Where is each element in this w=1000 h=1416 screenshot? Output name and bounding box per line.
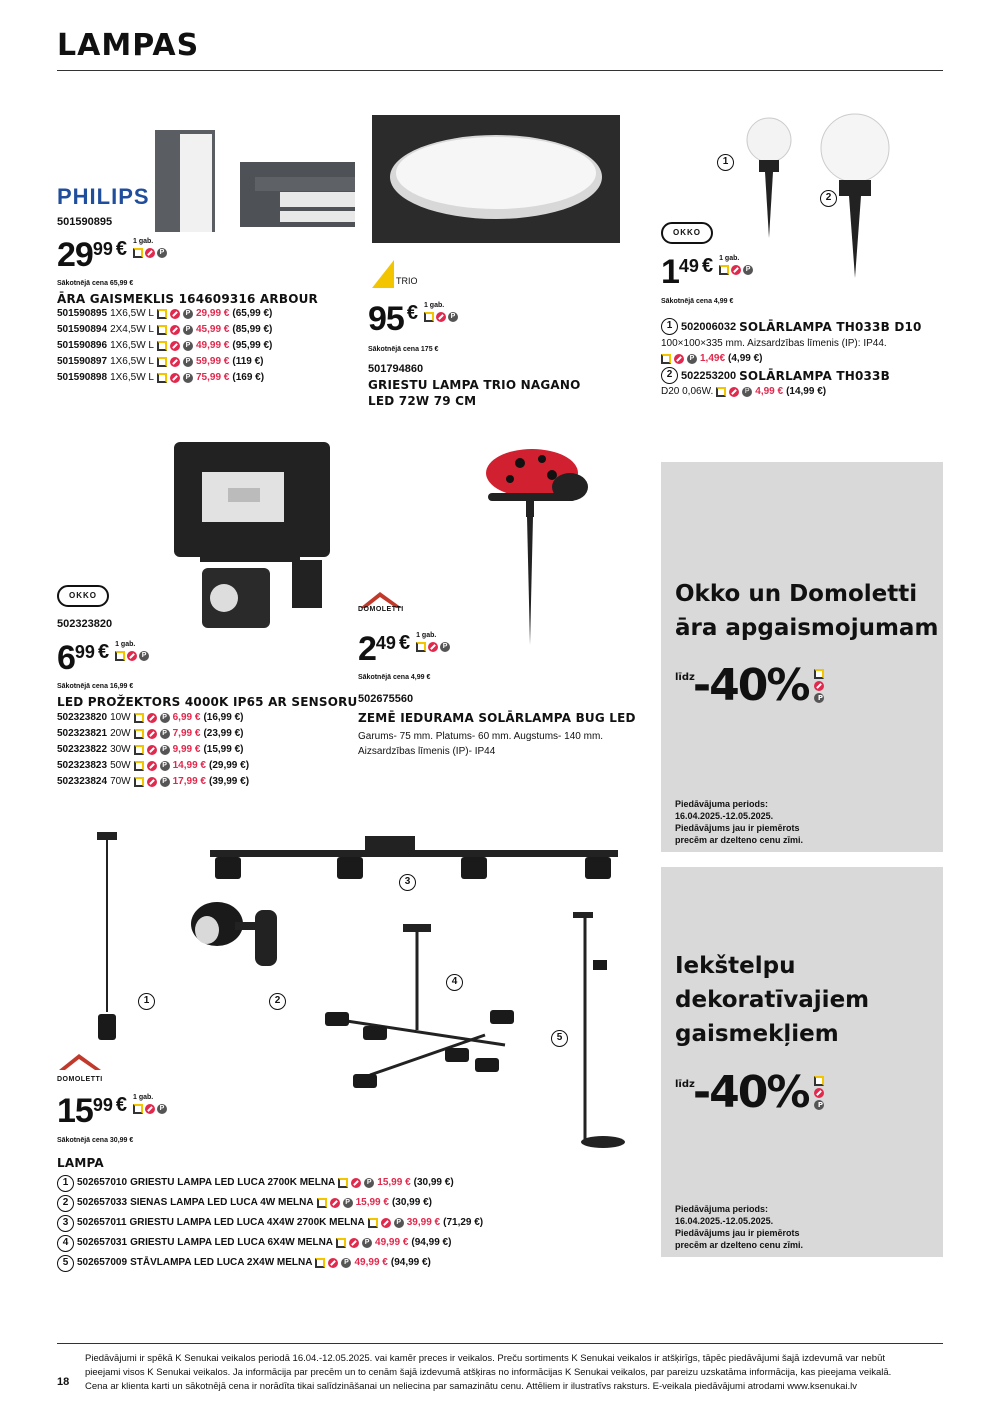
item-2-title: 2 502253200 SOLĀRLAMPA TH033B <box>661 367 890 384</box>
price-currency: € <box>701 255 714 277</box>
product-name: LED PROŽEKTORS 4000K IP65 AR SENSORU <box>57 695 358 709</box>
p-badge-icon: P <box>139 651 149 661</box>
footer-line: Piedāvājumi ir spēkā K Senukai veikalos periodā 16.04.-12.05.2025. vai kamēr preces ir veikalos. Preču sortiments K Senukai veikalos ir atšķirīgs, tāpēc piedāvājumi šajā izdevumā var nebūt <box>85 1353 885 1364</box>
variant-row: 502323820 10W P 6,99 € (16,99 €) <box>57 712 244 723</box>
price-currency: € <box>406 302 418 324</box>
price-main: 6 <box>57 639 75 677</box>
promo-box-outdoor <box>661 462 943 852</box>
okko-logo: OKKO <box>57 585 109 607</box>
price-tag <box>57 238 167 272</box>
header-divider <box>57 70 943 71</box>
promo-title: Okko un Domoletti <box>675 581 918 607</box>
item-1-price: P 1,49€ (4,99 €) <box>661 351 763 367</box>
footer-line: pieejami visos K Senukai veikalos. Ja informācija par precēm un to cenām šajā izdevumā atšķiras no informācijas K Senukai veikalos, par pareizu uzskatāma informācija, kas pieejama veikalā. <box>85 1367 892 1378</box>
price-cents: 99 <box>92 1095 113 1115</box>
price-cents: 49 <box>375 633 396 653</box>
price-cents: 99 <box>74 642 95 662</box>
outdoor-wall-lamp-image <box>150 122 365 240</box>
promo-note: Piedāvājums jau ir piemērots <box>675 1228 800 1238</box>
product-desc: Garums- 75 mm. Platums- 60 mm. Augstums- 140 mm. <box>358 731 604 742</box>
led-floodlight-image <box>172 440 332 635</box>
product-name: GRIESTU LAMPA TRIO NAGANO <box>368 378 581 392</box>
no-discount-icon <box>436 312 446 322</box>
price-currency: € <box>398 632 411 654</box>
variant-list <box>57 306 272 386</box>
marker-1: 1 <box>138 993 155 1010</box>
no-discount-icon <box>731 265 741 275</box>
page-number: 18 <box>57 1376 70 1388</box>
sku: 501590895 <box>57 216 113 228</box>
page-title: LAMPAS <box>57 28 200 63</box>
domoletti-logo-text: DOMOLETTI <box>358 606 404 613</box>
footer-line: Cena ar klienta karti un sākotnējā cena ir norādīta tikai salīdzināšanai un neliecina par samazinātu cenu. Attēliem ir ilustratīvs raksturs. E-veikala piedāvājumi atrodami www.ksenukai.lv <box>85 1381 857 1392</box>
variant-row: 501590895 1X6,5W L P 29,99 € (65,99 €) <box>57 308 273 319</box>
promo-upto: līdz <box>675 672 695 683</box>
price-cents: 99 <box>92 239 113 259</box>
price-tag <box>358 632 450 666</box>
price-tag <box>661 255 753 289</box>
price-cents: 49 <box>678 256 699 276</box>
original-price: Sākotnējā cena 175 € <box>368 346 439 353</box>
promo-percent: -40% <box>692 660 809 711</box>
price-tag <box>57 641 149 675</box>
no-discount-icon <box>814 1088 824 1098</box>
qty-label: 1 gab. <box>115 641 136 648</box>
yellow-tag-icon <box>115 651 125 661</box>
qty-label: 1 gab. <box>423 302 445 309</box>
p-badge-icon: P <box>440 642 450 652</box>
promo-title-line3: gaismekļiem <box>675 1021 839 1047</box>
price-tag <box>57 1094 167 1128</box>
yellow-tag-icon <box>719 265 729 275</box>
no-discount-icon <box>145 248 155 258</box>
solar-lamp-image <box>735 110 895 290</box>
promo-note-line2: precēm ar dzelteno cenu zīmi. <box>675 1240 804 1250</box>
variant-row: 502323822 30W P 9,99 € (15,99 €) <box>57 744 244 755</box>
marker-5: 5 <box>551 1030 568 1047</box>
qty-label: 1 gab. <box>132 238 154 245</box>
promo-title-line2: dekoratīvajiem <box>675 987 870 1013</box>
variant-row: 501590896 1X6,5W L P 49,99 € (95,99 €) <box>57 340 273 351</box>
promo-note-line2: precēm ar dzelteno cenu zīmi. <box>675 835 804 845</box>
promo-percent: -40% <box>692 1067 809 1118</box>
product-desc-line2: Aizsardzības līmenis (IP)- IP44 <box>358 746 496 757</box>
qty-label: 1 gab. <box>132 1094 154 1101</box>
philips-logo: PHILIPS <box>57 184 150 209</box>
original-price: Sākotnējā cena 16,99 € <box>57 683 134 690</box>
variant-row: 502323823 50W P 14,99 € (29,99 €) <box>57 760 250 771</box>
promo-discount <box>675 660 824 711</box>
price-tag <box>368 302 458 336</box>
price-currency: € <box>115 1094 127 1116</box>
original-price: Sākotnējā cena 30,99 € <box>57 1137 134 1144</box>
marker-3: 3 <box>399 874 416 891</box>
yellow-tag-icon <box>416 642 426 652</box>
marker-2: 2 <box>820 190 837 207</box>
trio-logo-text: TRIO <box>396 276 418 286</box>
list-item: 4 502657031 GRIESTU LAMPA LED LUCA 6X4W MELNA P 49,99 € (94,99 €) <box>57 1233 483 1253</box>
no-discount-icon <box>127 651 137 661</box>
ladybug-solar-lamp-image <box>480 445 600 650</box>
promo-period-dates: 16.04.2025.-12.05.2025. <box>675 811 774 821</box>
price-main: 1 <box>661 253 679 291</box>
qty-label: 1 gab. <box>416 632 437 639</box>
p-badge-icon: P <box>157 248 167 258</box>
promo-period-dates: 16.04.2025.-12.05.2025. <box>675 1216 774 1226</box>
variant-list <box>57 710 249 790</box>
yellow-tag-icon <box>814 669 824 679</box>
promo-upto: līdz <box>675 1079 695 1090</box>
list-item: 2 502657033 SIENAS LAMPA LED LUCA 4W MELNA P 15,99 € (30,99 €) <box>57 1193 483 1213</box>
product-name-line2: LED 72W 79 CM <box>368 394 477 408</box>
footer-divider <box>57 1343 943 1344</box>
product-name: ĀRA GAISMEKLIS 164609316 ARBOUR <box>57 292 318 306</box>
yellow-tag-icon <box>424 312 434 322</box>
item-1-desc: 100×100×335 mm. Aizsardzības līmenis (IP): IP44. <box>661 338 887 349</box>
price-currency: € <box>97 641 110 663</box>
ceiling-lamp-image <box>372 115 620 243</box>
item-2-price: D20 0,06W. P 4,99 € (14,99 €) <box>661 386 827 397</box>
price-main: 2 <box>358 630 376 668</box>
p-badge-icon: P <box>157 1104 167 1114</box>
variant-row: 502323821 20W P 7,99 € (23,99 €) <box>57 728 244 739</box>
item-1-title: 1 502006032 SOLĀRLAMPA TH033B D10 <box>661 318 922 335</box>
product-name: LAMPA <box>57 1156 104 1170</box>
yellow-tag-icon <box>133 1104 143 1114</box>
promo-box-indoor <box>661 867 943 1257</box>
product-name: ZEMĒ IEDURAMA SOLĀRLAMPA BUG LED <box>358 711 636 725</box>
original-price: Sākotnējā cena 4,99 € <box>661 298 734 305</box>
promo-period-label: Piedāvājuma periods: <box>675 1204 769 1214</box>
variant-row: 501590897 1X6,5W L P 59,99 € (119 €) <box>57 356 264 367</box>
yellow-tag-icon <box>814 1076 824 1086</box>
price-main: 95 <box>368 300 404 338</box>
marker-2: 2 <box>269 993 286 1010</box>
domoletti-logo-text: DOMOLETTI <box>57 1076 103 1083</box>
list-item: 5 502657009 STĀVLAMPA LED LUCA 2X4W MELNA P 49,99 € (94,99 €) <box>57 1253 483 1273</box>
sku: 501794860 <box>368 363 424 375</box>
promo-title: Iekštelpu <box>675 953 796 979</box>
domoletti-logo-icon <box>57 1052 105 1072</box>
sku: 502323820 <box>57 618 113 630</box>
marker-1: 1 <box>717 154 734 171</box>
no-discount-icon <box>814 681 824 691</box>
sku: 502675560 <box>358 693 414 705</box>
price-main: 29 <box>57 236 93 274</box>
promo-discount <box>675 1067 824 1118</box>
list-item: 1 502657010 GRIESTU LAMPA LED LUCA 2700K MELNA P 15,99 € (30,99 €) <box>57 1173 483 1193</box>
variant-row: 501590898 1X6,5W L P 75,99 € (169 €) <box>57 372 265 383</box>
list-item: 3 502657011 GRIESTU LAMPA LED LUCA 4X4W 2700K MELNA P 39,99 € (71,29 €) <box>57 1213 483 1233</box>
p-badge-icon: P <box>814 693 824 703</box>
promo-period-label: Piedāvājuma periods: <box>675 799 769 809</box>
promo-note: Piedāvājums jau ir piemērots <box>675 823 800 833</box>
qty-label: 1 gab. <box>719 255 740 262</box>
item-list <box>57 1173 483 1273</box>
price-main: 15 <box>57 1092 93 1130</box>
no-discount-icon <box>428 642 438 652</box>
no-discount-icon <box>145 1104 155 1114</box>
original-price: Sākotnējā cena 65,99 € <box>57 280 134 287</box>
variant-row: 501590894 2X4,5W L P 45,99 € (85,99 €) <box>57 324 273 335</box>
marker-4: 4 <box>446 974 463 991</box>
price-currency: € <box>115 238 127 260</box>
p-badge-icon: P <box>743 265 753 275</box>
p-badge-icon: P <box>814 1100 824 1110</box>
okko-logo: OKKO <box>661 222 713 244</box>
trio-logo-icon <box>372 258 422 292</box>
p-badge-icon: P <box>448 312 458 322</box>
yellow-tag-icon <box>133 248 143 258</box>
variant-row: 502323824 70W P 17,99 € (39,99 €) <box>57 776 250 787</box>
original-price: Sākotnējā cena 4,99 € <box>358 674 431 681</box>
promo-title-line2: āra apgaismojumam <box>675 615 939 641</box>
footer-disclaimer <box>85 1352 945 1394</box>
